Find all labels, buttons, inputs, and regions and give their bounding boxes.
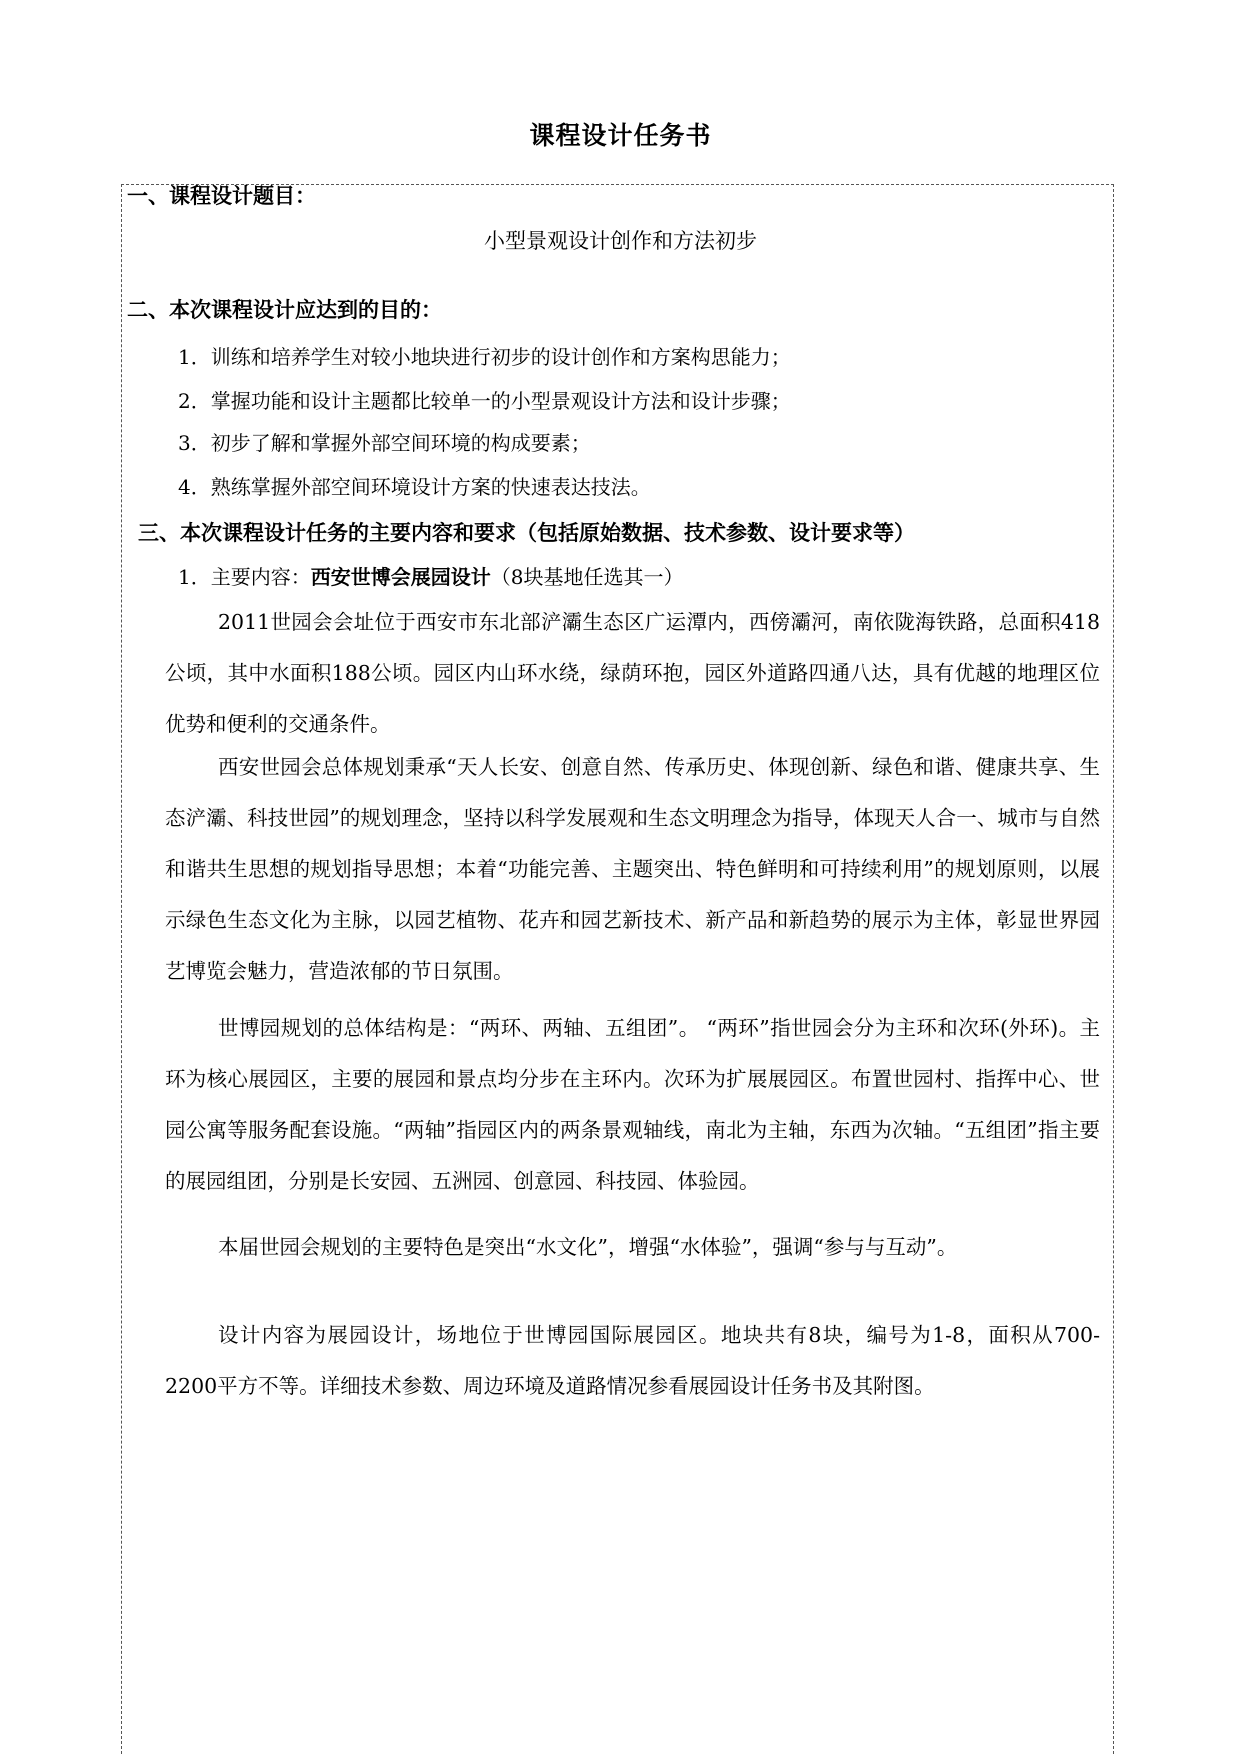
main-content-line bbox=[178, 562, 683, 592]
paragraph-planning: 西安世园会总体规划秉承“天人长安、创意自然、传承历史、体现创新、绿色和谐、健康共享、生态浐灞、科技世园”的规划理念，坚持以科学发展观和生态文明理念为指导，体现天人合一、城市与自然和谐共生思想的规划指导思想；本着“功能完善、主题突出、特色鲜明和可持续利用”的规划原则，以展示绿色生态文化为主脉，以园艺植物、花卉和园艺新技术、新产品和新趋势的展示为主体，彰显世界园艺博览会魅力，营造浓郁的节日氛围。 bbox=[165, 755, 1100, 983]
paragraph-features: 本届世园会规划的主要特色是突出“水文化”，增强“水体验”，强调“参与与互动”。 bbox=[218, 1235, 958, 1259]
paragraph-design-content: 设计内容为展园设计，场地位于世博园国际展园区。地块共有8块，编号为1-8，面积从700-2200平方不等。详细技术参数、周边环境及道路情况参看展园设计任务书及其附图。 bbox=[165, 1323, 1100, 1398]
section3-heading: 三、本次课程设计任务的主要内容和要求（包括原始数据、技术参数、设计要求等） bbox=[138, 521, 915, 545]
section2-heading: 二、本次课程设计应达到的目的： bbox=[127, 298, 442, 322]
objective-item: 1．训练和培养学生对较小地块进行初步的设计创作和方案构思能力； bbox=[178, 345, 791, 369]
section1-heading: 一、课程设计题目： bbox=[127, 184, 316, 208]
content-title: 西安世博会展园设计 bbox=[310, 565, 491, 589]
objective-item: 2．掌握功能和设计主题都比较单一的小型景观设计方法和设计步骤； bbox=[178, 389, 791, 413]
document-title: 课程设计任务书 bbox=[529, 121, 712, 150]
paragraph-structure: 世博园规划的总体结构是：“两环、两轴、五组团”。 “两环”指世园会分为主环和次环(外环)。主环为核心展园区，主要的展园和景点均分步在主环内。次环为扩展展园区。布置世园村、指挥中心、世园公寓等服务配套设施。“两轴”指园区内的两条景观轴线，南北为主轴，东西为次轴。“五组团”指主要的展园组团，分别是长安园、五洲园、创意园、科技园、体验园。 bbox=[165, 1016, 1100, 1193]
objective-item: 3．初步了解和掌握外部空间环境的构成要素； bbox=[178, 431, 591, 455]
design-topic: 小型景观设计创作和方法初步 bbox=[484, 229, 757, 253]
content-label: 1．主要内容： bbox=[178, 565, 311, 589]
paragraph-site: 2011世园会会址位于西安市东北部浐灞生态区广运潭内，西傍灞河，南依陇海铁路，总面积418公顷，其中水面积188公顷。园区内山环水绕，绿荫环抱，园区外道路四通八达，具有优越的地理区位优势和便利的交通条件。 bbox=[165, 610, 1100, 736]
objective-item: 4．熟练掌握外部空间环境设计方案的快速表达技法。 bbox=[178, 475, 651, 499]
content-note: （8块基地任选其一） bbox=[490, 565, 684, 589]
